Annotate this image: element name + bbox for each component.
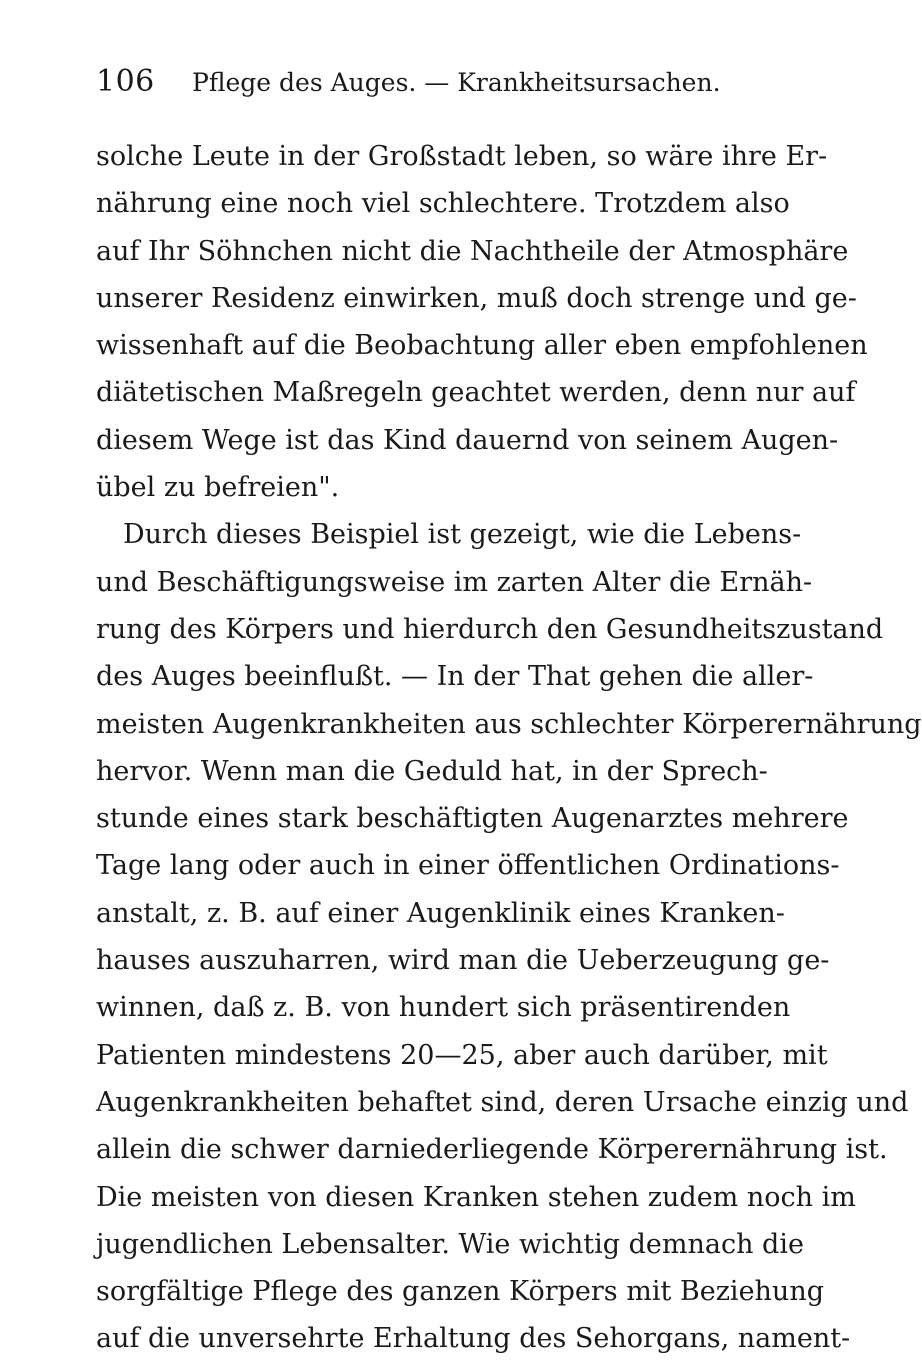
body-text	[96, 133, 922, 1363]
running-head: Pflege des Auges. — Krankheitsursachen.	[192, 68, 721, 97]
text-line: Tage lang oder auch in einer öffentlichen Ordinations-	[96, 850, 840, 882]
text-line: sorgfältige Pflege des ganzen Körpers mit Beziehung	[96, 1276, 824, 1308]
text-line: nährung eine noch viel schlechtere. Trotzdem also	[96, 188, 790, 220]
page-number: 106	[96, 64, 155, 99]
text-line: diätetischen Maßregeln geachtet werden, denn nur auf	[96, 377, 856, 409]
text-line: meisten Augenkrankheiten aus schlechter Körperernährung	[96, 708, 922, 740]
text-line: Augenkrankheiten behaftet sind, deren Ursache einzig und	[96, 1086, 909, 1118]
text-line: auf Ihr Söhnchen nicht die Nachtheile der Atmosphäre	[96, 235, 849, 267]
text-line: und Beschäftigungsweise im zarten Alter die Ernäh-	[96, 566, 813, 598]
text-line: rung des Körpers und hierdurch den Gesundheitszustand	[96, 613, 884, 645]
page-header	[96, 64, 736, 104]
text-line: des Auges beeinflußt. — In der That gehen die aller-	[96, 661, 814, 693]
text-line: jugendlichen Lebensalter. Wie wichtig demnach die	[96, 1228, 804, 1260]
text-line: übel zu befreien".	[96, 472, 340, 504]
text-line: wissenhaft auf die Beobachtung aller eben empfohlenen	[96, 330, 868, 362]
text-line: Die meisten von diesen Kranken stehen zudem noch im	[96, 1181, 856, 1213]
text-line: allein die schwer darniederliegende Körperernährung ist.	[96, 1134, 888, 1166]
text-line: stunde eines stark beschäftigten Augenarztes mehrere	[96, 803, 849, 835]
text-line: Durch dieses Beispiel ist gezeigt, wie die Lebens-	[123, 519, 802, 551]
text-line: Patienten mindestens 20—25, aber auch darüber, mit	[96, 1039, 828, 1071]
text-line: solche Leute in der Großstadt leben, so wäre ihre Er-	[96, 141, 828, 172]
text-line: auf die unversehrte Erhaltung des Sehorgans, nament-	[96, 1323, 851, 1355]
text-line: winnen, daß z. B. von hundert sich präsentirenden	[96, 992, 791, 1024]
text-line: diesem Wege ist das Kind dauernd von seinem Augen-	[96, 424, 839, 456]
text-line: anstalt, z. B. auf einer Augenklinik eines Kranken-	[96, 897, 785, 929]
text-line: unserer Residenz einwirken, muß doch strenge und ge-	[96, 282, 857, 314]
text-line: hauses auszuharren, wird man die Ueberzeugung ge-	[96, 945, 830, 977]
text-line: hervor. Wenn man die Geduld hat, in der Sprech-	[96, 755, 768, 787]
